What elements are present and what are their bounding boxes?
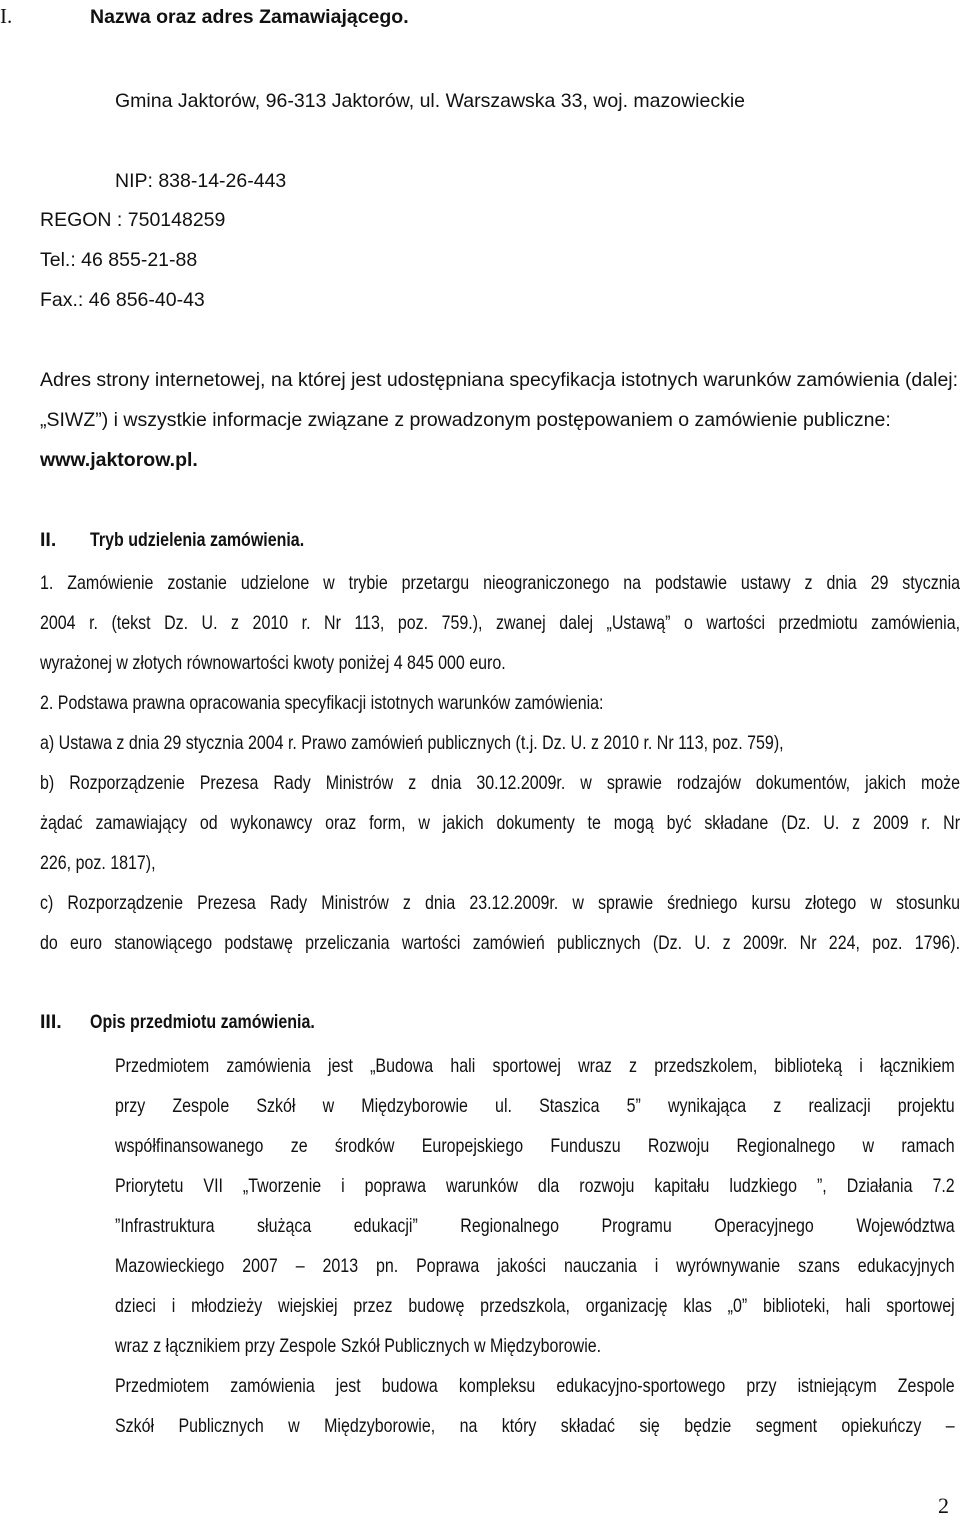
section-3-paragraph-2 [115, 1375, 955, 1455]
section-2-p2-line: żądać zamawiający od wykonawcy oraz form, w jakich dokumenty te mogą być składane (Dz. U. z 2009 r. Nr [40, 812, 960, 834]
section-3-p1-line: ”Infrastruktura służąca edukacji” Regionalnego Programu Operacyjnego Województwa [115, 1215, 955, 1237]
address-line: Gmina Jaktorów, 96-313 Jaktorów, ul. Warszawska 33, woj. mazowieckie [115, 90, 746, 112]
section-3-p1-line: przy Zespole Szkół w Międzyborowie ul. Staszica 5” wynikająca z realizacji projektu [115, 1095, 955, 1117]
section-2-p2-line: b) Rozporządzenie Prezesa Rady Ministrów z dnia 30.12.2009r. w sprawie rodzajów dokumentów, jakich może [40, 772, 960, 794]
section-3-paragraph-1 [115, 1055, 955, 1375]
section-3-p1-line: Mazowieckiego 2007 – 2013 pn. Poprawa jakości nauczania i wyrównywanie szans edukacyjnych [115, 1255, 955, 1277]
nip-line: NIP: 838-14-26-443 [115, 170, 287, 192]
section-1-heading: Nazwa oraz adres Zamawiającego. [90, 6, 409, 28]
section-3-numeral: III. [40, 1011, 62, 1033]
section-3-p1-line: wraz z łącznikiem przy Zespole Szkół Publicznych w Międzyborowie. [115, 1335, 602, 1357]
fax-line: Fax.: 46 856-40-43 [40, 289, 205, 311]
section-2-p1-line: 1. Zamówienie zostanie udzielone w trybie przetargu nieograniczonego na podstawie ustawy z dnia 29 stycznia [40, 572, 960, 594]
section-3-p1-line: Priorytetu VII „Tworzenie i poprawa warunków dla rozwoju kapitału ludzkiego ”, Działania 7.2 [115, 1175, 955, 1197]
section-2-heading: Tryb udzielenia zamówienia. [90, 529, 305, 551]
section-3-p1-line: dzieci i młodzieży wiejskiej przez budowę przedszkola, organizację klas „0” biblioteki, hali sportowej [115, 1295, 955, 1317]
website-line-2: „SIWZ”) i wszystkie informacje związane z prowadzonym postępowaniem o zamówienie publiczne: [40, 409, 891, 431]
section-3-p1-line: współfinansowanego ze środków Europejskiego Funduszu Rozwoju Regionalnego w ramach [115, 1135, 955, 1157]
section-3-p1-line: Przedmiotem zamówienia jest „Budowa hali sportowej wraz z przedszkolem, biblioteką i łącznikiem [115, 1055, 955, 1077]
section-2-p2-line: 226, poz. 1817), [40, 852, 156, 874]
website-line-1: Adres strony internetowej, na której jest udostępniana specyfikacja istotnych warunków zamówienia (dalej: [40, 369, 959, 391]
section-2-p2-line: a) Ustawa z dnia 29 stycznia 2004 r. Prawo zamówień publicznych (t.j. Dz. U. z 2010 r. Nr 113, poz. 759), [40, 732, 784, 754]
section-2-p2-line: c) Rozporządzenie Prezesa Rady Ministrów z dnia 23.12.2009r. w sprawie średniego kursu złotego w stosunku [40, 892, 960, 914]
page-number: 2 [938, 1493, 949, 1518]
website-url: www.jaktorow.pl. [40, 449, 198, 471]
section-3-heading: Opis przedmiotu zamówienia. [90, 1011, 315, 1033]
section-2-p2-line: do euro stanowiącego podstawę przeliczania wartości zamówień publicznych (Dz. U. z 2009r. Nr 224, poz. 1796). [40, 932, 960, 954]
tel-line: Tel.: 46 855-21-88 [40, 249, 198, 271]
section-2-p1-line: 2004 r. (tekst Dz. U. z 2010 r. Nr 113, poz. 759.), zwanej dalej „Ustawą” o wartości przedmiotu zamówienia, [40, 612, 960, 634]
section-2-paragraph-1 [40, 572, 960, 692]
section-1-numeral: I. [0, 4, 13, 28]
section-2-p1-line: wyrażonej w złotych równowartości kwoty poniżej 4 845 000 euro. [40, 652, 506, 674]
regon-line: REGON : 750148259 [40, 209, 226, 231]
section-3-p2-line: Szkół Publicznych w Międzyborowie, na który składać się będzie segment opiekuńczy – [115, 1415, 955, 1437]
section-2-paragraph-2 [40, 692, 960, 972]
section-3-p2-line: Przedmiotem zamówienia jest budowa kompleksu edukacyjno-sportowego przy istniejącym Zespole [115, 1375, 955, 1397]
section-2-p2-line: 2. Podstawa prawna opracowania specyfikacji istotnych warunków zamówienia: [40, 692, 604, 714]
section-2-numeral: II. [40, 529, 57, 551]
